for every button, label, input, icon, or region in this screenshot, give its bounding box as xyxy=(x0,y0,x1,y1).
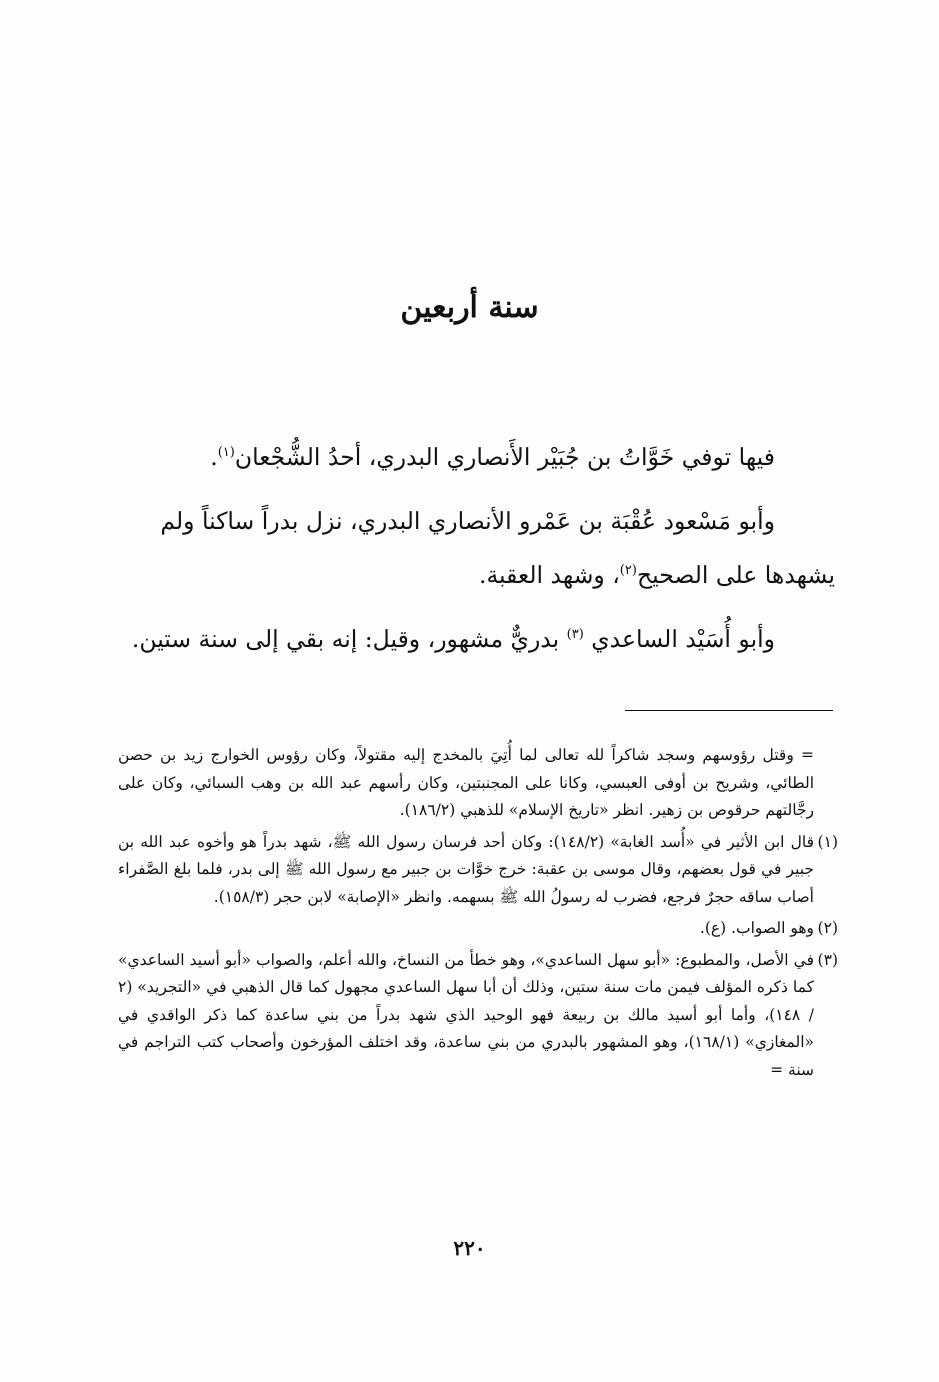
footnote-2 xyxy=(118,915,838,943)
footnote-continuation xyxy=(118,742,838,825)
chapter-title: سنة أربعين xyxy=(400,290,539,325)
footnote-number: (٣) xyxy=(817,950,838,969)
footnote-ref-1[interactable]: (١) xyxy=(217,445,235,461)
footnotes xyxy=(118,742,838,1088)
footnote-text: قال ابن الأثير في «أُسد الغابة» (١٤٨/٢): وكان أحد فرسان رسول الله ﷺ، شهد بدراً هو وأخوه عبد الله بن جبير في قول بعضهم، وقال موسى بن عقبة: خرج خوَّات بن جبير مع رسول الله ﷺ إلى بدر، فلما بلغ الصَّفراء أصاب ساقه حجرٌ فرجع، فضرب له رسولُ الله ﷺ بسهمه. وانظر «الإصابة» لابن حجر (١٥٨/٣). xyxy=(118,832,814,906)
paragraph-text: ، وشهد العقبة. xyxy=(478,561,620,589)
footnote-number: (٢) xyxy=(817,919,838,937)
page-number: ٢٢٠ xyxy=(453,1236,486,1260)
footnote-text: = وقتل رؤوسهم وسجد شاكراً لله تعالى لما أُتِيَ بالمخدج إليه مقتولاً، وكان رؤوس الخوارج زيد بن حصن الطائي، وشريح بن أوفى العبسي، وكانا على المجنبتين، وكان رأسهم عبد الله بن وهب السبائي، وكان على رجَّالتهم حرقوص بن زهير. انظر «تاريخ الإسلام» للذهبي (١٨٦/٢). xyxy=(118,746,814,819)
paragraph-text: فيها توفي خَوَّاتُ بن جُبَيْر الأَنصاري البدري، أحدُ الشُّجْعان xyxy=(234,443,775,471)
paragraph-abu-masud-continued xyxy=(100,548,835,602)
paragraph-text: وأبو مَسْعود عُقْبَة بن عَمْرو الأنصاري البدري، نزل بدراً ساكناً ولم xyxy=(160,507,775,535)
footnote-text: وهو الصواب. (ع). xyxy=(699,919,814,937)
paragraph-text: يشهدها على الصحيح xyxy=(636,561,835,589)
footnote-ref-3[interactable]: (٣) xyxy=(566,627,584,643)
footnote-text: في الأصل، والمطبوع: «أبو سهل الساعدي»، وهو خطأ من النساخ، والله أعلم، والصواب «أبو أسيد الساعدي» كما ذكره المؤلف فيمن مات سنة ستين، وذلك أن أبا سهل الساعدي مجهول كما قال الذهبي في «التجريد» (٢ / ١٤٨)، وأما أبو أسيد مالك بن ربيعة فهو الوحيد الذي شهد بدراً من بني ساعدة كما ذكر الواقدي في «المغازي» (١٦٨/١)، وهو المشهور بالبدري من بني ساعدة، وقد اختلف المؤرخون وأصحاب كتب التراجم في سنة = xyxy=(118,950,814,1079)
paragraph-text: وأبو أُسَيْد الساعدي xyxy=(591,625,775,653)
paragraph-khawwat xyxy=(100,430,835,484)
footnote-separator xyxy=(625,710,833,711)
paragraph-abu-masud xyxy=(100,494,835,548)
footnote-3 xyxy=(118,947,838,1085)
paragraph-end: . xyxy=(210,443,218,471)
paragraph-text: بدريٌّ مشهور، وقيل: إنه بقي إلى سنة ستين. xyxy=(131,625,560,653)
footnote-number: (١) xyxy=(817,832,838,851)
paragraph-abu-usayd xyxy=(100,612,835,666)
footnote-1 xyxy=(118,829,838,912)
footnote-ref-2[interactable]: (٢) xyxy=(619,563,637,579)
main-text xyxy=(100,430,835,676)
